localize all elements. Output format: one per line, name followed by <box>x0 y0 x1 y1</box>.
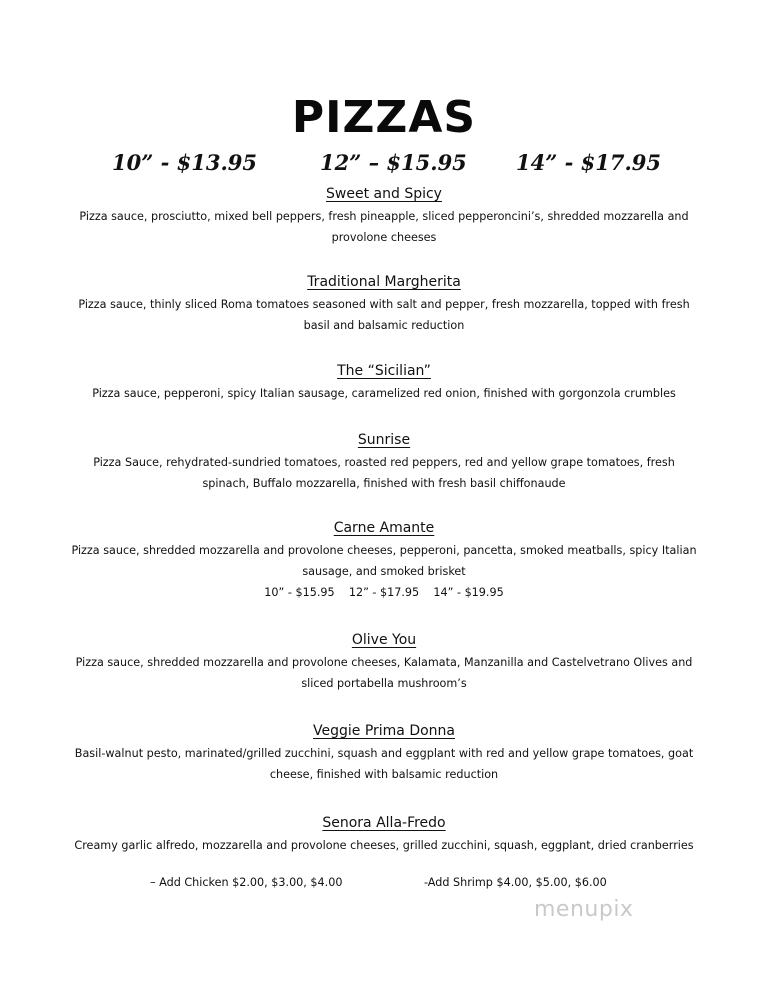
menu-item-olive-you <box>70 630 698 694</box>
menu-item-veggie-prima-donna <box>70 721 698 785</box>
menu-item-the-sicilian <box>70 361 698 404</box>
item-name: Sunrise <box>357 432 411 448</box>
add-shrimp: -Add Shrimp $4.00, $5.00, $6.00 <box>424 876 607 889</box>
item-description: Creamy garlic alfredo, mozzarella and provolone cheeses, grilled zucchini, squash, eggplant, dried cranberries <box>74 839 694 852</box>
item-name: The “Sicilian” <box>337 363 431 379</box>
price-14-inch: 14” - $17.95 <box>516 150 662 175</box>
item-description: Pizza sauce, shredded mozzarella and provolone cheeses, pepperoni, pancetta, smoked meatballs, spicy Italian sausage, and smoked brisket <box>71 544 697 578</box>
menu-item-carne-amante <box>70 518 698 603</box>
item-description: Basil-walnut pesto, marinated/grilled zucchini, squash and eggplant with red and yellow grape tomatoes, goat cheese, finished with balsamic reduction <box>74 747 694 781</box>
menu-item-traditional-margherita <box>70 272 698 336</box>
item-description: Pizza sauce, pepperoni, spicy Italian sausage, caramelized red onion, finished with gorgonzola crumbles <box>92 387 676 400</box>
menu-item-sweet-and-spicy <box>70 184 698 248</box>
add-chicken: – Add Chicken $2.00, $3.00, $4.00 <box>150 876 343 889</box>
item-description: Pizza sauce, thinly sliced Roma tomatoes seasoned with salt and pepper, fresh mozzarella, topped with fresh basil and balsamic reduction <box>78 298 690 332</box>
price-12-inch: 12” – $15.95 <box>320 150 467 175</box>
watermark-logo: menupix <box>534 897 634 922</box>
add-ons <box>0 876 768 896</box>
item-name: Senora Alla-Fredo <box>322 815 446 831</box>
size-prices <box>0 150 768 184</box>
item-description: Pizza Sauce, rehydrated-sundried tomatoes, roasted red peppers, red and yellow grape tomatoes, fresh spinach, Buffalo mozzarella, finished with fresh basil chiffonaude <box>93 456 675 490</box>
item-description: Pizza sauce, shredded mozzarella and provolone cheeses, Kalamata, Manzanilla and Castelvetrano Olives and sliced portabella mushroom’s <box>75 656 693 690</box>
item-name: Carne Amante <box>333 520 435 536</box>
menu-item-sunrise <box>70 430 698 494</box>
item-description: Pizza sauce, prosciutto, mixed bell peppers, fresh pineapple, sliced pepperoncini’s, shredded mozzarella and provolone cheeses <box>79 210 689 244</box>
item-name: Veggie Prima Donna <box>312 723 455 739</box>
item-prices: 10” - $15.95 12” - $17.95 14” - $19.95 <box>264 586 504 599</box>
item-name: Olive You <box>351 632 417 648</box>
menu-item-senora-alla-fredo <box>70 813 698 856</box>
item-name: Traditional Margherita <box>307 274 461 290</box>
page-title: PIZZAS <box>291 92 477 143</box>
item-name: Sweet and Spicy <box>326 186 442 202</box>
price-10-inch: 10” - $13.95 <box>112 150 258 175</box>
